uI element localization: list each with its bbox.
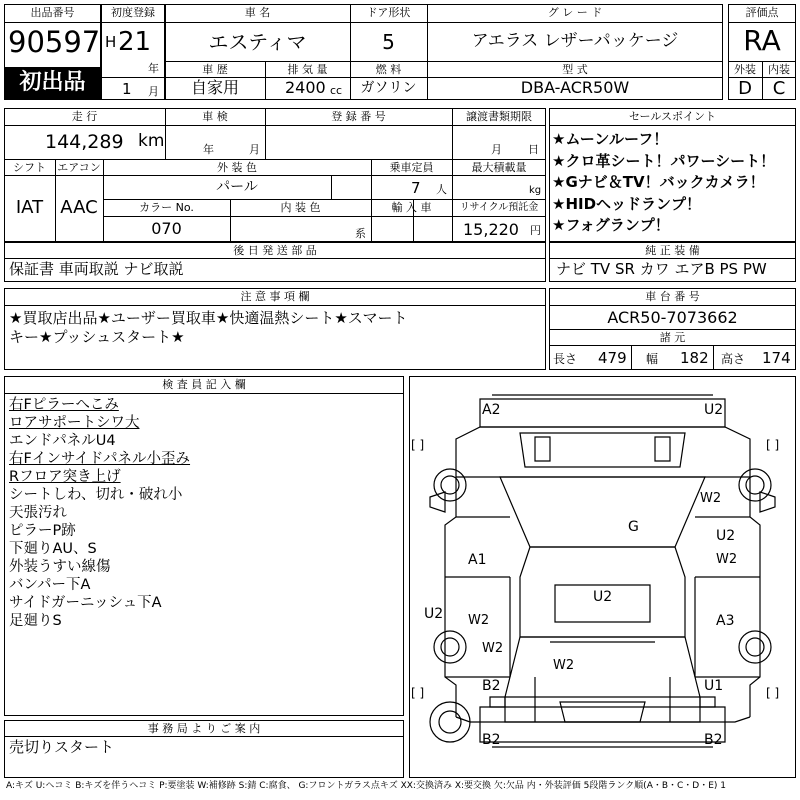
import-label: 輸 入 車: [391, 201, 432, 214]
first-reg-label: 初度登録: [111, 6, 155, 19]
grade-label: グ レ ー ド: [547, 6, 603, 19]
inspector-note: 外装うすい線傷: [9, 559, 111, 575]
max-load-unit: kg: [529, 185, 542, 196]
damage-mark: W2: [482, 641, 504, 656]
length-label: 長さ: [553, 352, 578, 366]
fuel-label: 燃 料: [375, 63, 402, 76]
history: 自家用: [190, 78, 239, 97]
reg-month: 1: [122, 80, 132, 98]
car-name-label: 車 名: [244, 6, 271, 19]
ext-color-label: 外 装 色: [217, 161, 257, 174]
year-unit: 年: [148, 62, 159, 75]
damage-diagram: [409, 376, 796, 778]
displacement-label: 排 気 量: [287, 63, 328, 76]
damage-mark: U2: [424, 606, 444, 622]
first-listing-badge: 初出品: [5, 67, 100, 99]
score: RA: [743, 24, 781, 57]
selling-point: ★Gナビ＆TV！バックカメラ！: [552, 173, 765, 191]
selling-points-label: セールスポイント: [628, 110, 716, 123]
interior-grade: C: [772, 78, 786, 99]
mileage: 144,289: [45, 131, 124, 153]
diagram-bracket: [ ]: [411, 686, 425, 700]
ac: AAC: [60, 197, 98, 218]
notes-label: 注 意 事 項 欄: [240, 290, 310, 303]
capacity-unit: 人: [436, 183, 447, 196]
inspector-note: バンパー下A: [9, 577, 91, 593]
exterior-grade: D: [738, 78, 752, 99]
inspector-note: ロアサポートシワ大: [9, 415, 140, 431]
later-parts-value: 保証書 車両取説 ナビ取説: [9, 260, 184, 278]
era: H: [105, 33, 117, 51]
damage-mark: U1: [704, 678, 724, 694]
transfer-label: 譲渡書類期限: [466, 110, 532, 123]
damage-mark: B2: [482, 678, 501, 694]
chassis-number: ACR50-7073662: [607, 308, 738, 327]
selling-point: ★フォグランプ！: [552, 216, 670, 234]
inspector-note: サイドガーニッシュ下A: [9, 595, 162, 611]
width-label: 幅: [646, 352, 659, 366]
exterior-label: 外装: [734, 63, 756, 76]
damage-mark: W2: [716, 552, 738, 567]
recycle: 15,220: [463, 220, 519, 239]
ac-label: エアコン: [57, 161, 101, 174]
office-value: 売切りスタート: [9, 738, 115, 756]
office-label: 事 務 局 よ り ご 案 内: [147, 722, 261, 735]
inspector-note: シートしわ、切れ・破れ小: [9, 487, 183, 503]
inspector-note: エンドパネルU4: [9, 433, 116, 449]
length: 479: [598, 349, 627, 367]
damage-mark: W2: [700, 491, 722, 506]
damage-mark: A1: [468, 552, 487, 568]
int-color-unit: 系: [355, 227, 366, 240]
inspector-note: 右Fピラーへこみ: [9, 397, 119, 413]
capacity-label: 乗車定員: [389, 161, 434, 174]
max-load-label: 最大積載量: [471, 161, 527, 174]
grade: アエラス レザーパッケージ: [471, 31, 679, 51]
diagram-bracket: [ ]: [766, 438, 780, 452]
damage-mark: A2: [482, 402, 501, 418]
inspector-label: 検 査 員 記 入 欄: [162, 378, 246, 391]
int-color-label: 内 装 色: [280, 201, 321, 214]
displacement-unit: cc: [330, 84, 343, 97]
notes-line-2: キー★プッシュスタート★: [9, 328, 185, 346]
inspector-note: Rフロア突き上げ: [9, 469, 121, 485]
door-count: 5: [382, 30, 395, 54]
legend: A:キズ U:ヘコミ B:キズを伴うヘコミ P:要塗装 W:補修跡 S:錆 C:腐食、 G:フロントガラス点キズ XX:交換済み X:要交換 欠:欠品 内・外装評価 5段階ランク順(A・B・C・D・E) 1: [6, 781, 727, 791]
height: 174: [762, 349, 791, 367]
color-no: 070: [151, 219, 182, 238]
lot-number: 90597: [8, 25, 101, 59]
inspector-note: 右Fインサイドパネル小歪み: [9, 451, 191, 467]
damage-mark: B2: [482, 732, 501, 748]
recycle-unit: 円: [530, 224, 541, 237]
damage-mark: A3: [716, 613, 735, 629]
later-parts-label: 後 日 発 送 部 品: [233, 244, 317, 257]
inspection-year-unit: 年: [203, 143, 214, 156]
damage-mark: U2: [716, 528, 736, 544]
inspector-note: 足廻りS: [9, 613, 62, 629]
interior-label: 内装: [768, 63, 790, 76]
equipment-value: ナビ TV SR カワ エアB PS PW: [556, 260, 767, 278]
inspection-label: 車 検: [202, 110, 228, 123]
displacement: 2400: [285, 78, 326, 97]
damage-mark: W2: [468, 613, 490, 628]
recycle-label: リサイクル預託金: [459, 202, 539, 213]
damage-mark: G: [628, 519, 639, 535]
month-unit: 月: [148, 85, 159, 98]
damage-mark: B2: [704, 732, 723, 748]
inspector-note: ピラーP跡: [9, 523, 76, 539]
width: 182: [680, 349, 709, 367]
capacity: 7: [411, 179, 421, 197]
diagram-bracket: [ ]: [411, 438, 425, 452]
history-label: 車 歴: [202, 63, 228, 76]
color-no-label: カラー No.: [139, 201, 194, 214]
height-label: 高さ: [721, 352, 746, 366]
fuel: ガソリン: [360, 80, 417, 96]
shift-label: シフト: [13, 161, 46, 174]
model-label: 型 式: [562, 63, 588, 76]
door-label: ドア形状: [366, 6, 411, 19]
damage-mark: U2: [704, 402, 724, 418]
damage-mark: U2: [593, 589, 613, 605]
reg-year: 21: [118, 27, 152, 57]
inspector-note: 下廻りAU、S: [9, 541, 97, 557]
plate-label: 登 録 番 号: [331, 110, 386, 123]
model: DBA-ACR50W: [520, 78, 630, 97]
equipment-label: 純 正 装 備: [645, 244, 700, 257]
shift: IAT: [15, 197, 44, 218]
chassis-label: 車 台 番 号: [645, 290, 700, 303]
lot-number-label: 出品番号: [30, 6, 75, 19]
transfer-month-unit: 月: [491, 143, 502, 156]
inspector-note: 天張汚れ: [9, 505, 67, 521]
inspection-month-unit: 月: [249, 143, 260, 156]
diagram-bracket: [ ]: [766, 686, 780, 700]
mileage-unit: km: [138, 131, 165, 151]
mileage-label: 走 行: [71, 110, 98, 123]
score-label: 評価点: [745, 6, 779, 19]
notes-line-1: ★買取店出品★ユーザー買取車★快適温熱シート★スマート: [9, 309, 408, 327]
transfer-day-unit: 日: [528, 143, 539, 156]
selling-point: ★HIDヘッドランプ！: [552, 194, 702, 213]
selling-point: ★ムーンルーフ！: [552, 130, 669, 148]
selling-point: ★クロ革シート！パワーシート！: [552, 151, 776, 170]
ext-color: パール: [216, 179, 258, 195]
damage-mark: W2: [553, 658, 575, 673]
car-name: エスティマ: [208, 30, 307, 54]
spec-label: 諸 元: [659, 331, 686, 344]
